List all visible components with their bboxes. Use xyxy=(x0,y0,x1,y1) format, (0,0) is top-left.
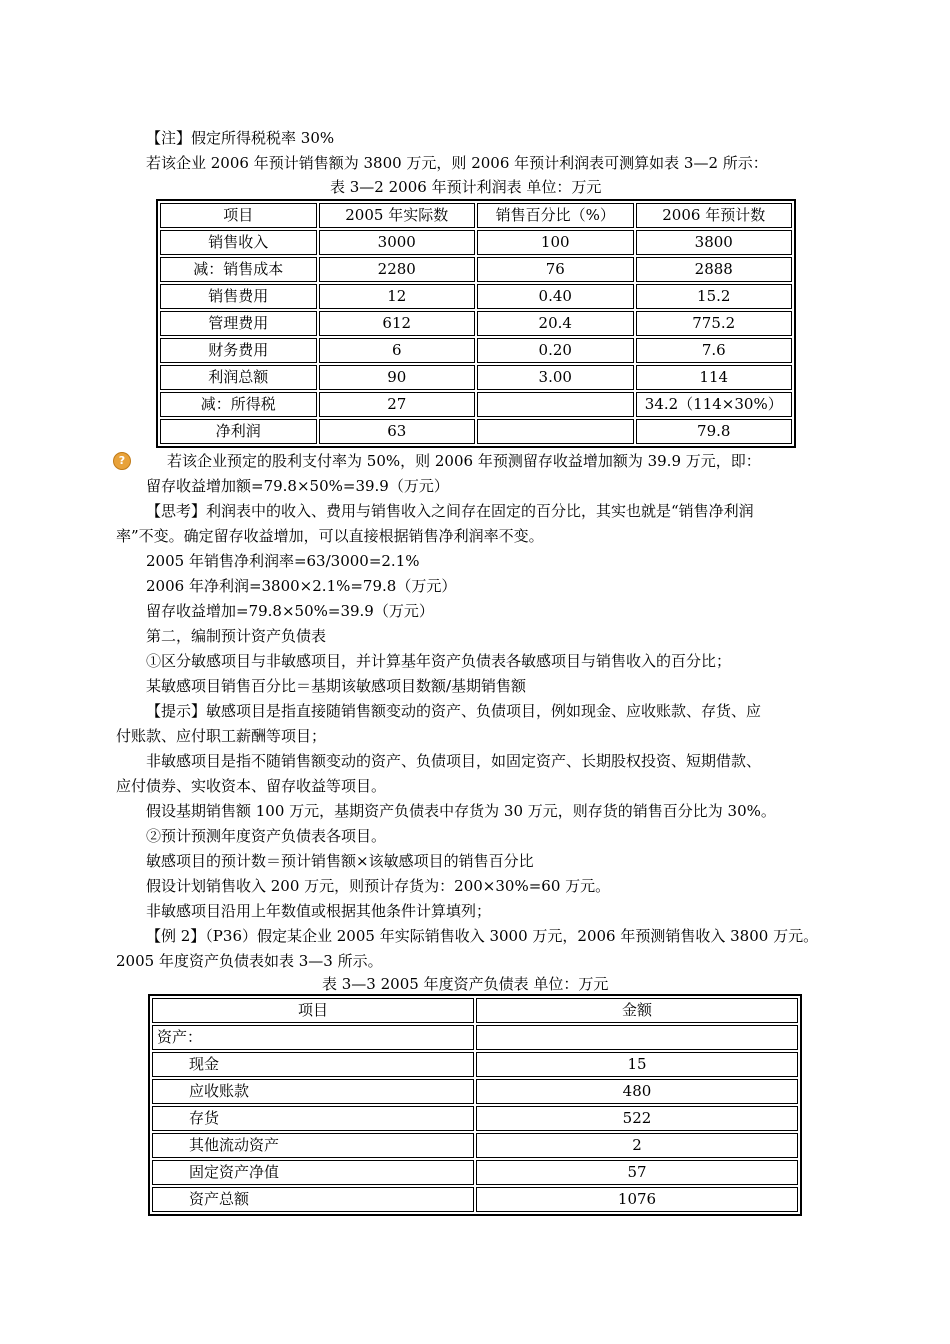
table-cell: 应收账款 xyxy=(152,1079,474,1104)
table-row xyxy=(160,257,792,282)
table-header-cell: 项目 xyxy=(152,998,474,1023)
table-cell: 0.20 xyxy=(477,338,634,363)
table-cell: 775.2 xyxy=(636,311,793,336)
hint-icon: ? xyxy=(113,452,131,470)
table-cell: 资产总额 xyxy=(152,1187,474,1212)
table-row xyxy=(160,284,792,309)
table-cell: 0.40 xyxy=(477,284,634,309)
table-cell: 90 xyxy=(319,365,476,390)
paragraph-line: 假设计划销售收入 200 万元，则预计存货为：200×30%=60 万元。 xyxy=(146,877,611,895)
paragraph-line: 应付债券、实收资本、留存收益等项目。 xyxy=(116,777,387,795)
table-cell: 现金 xyxy=(152,1052,474,1077)
paragraph-line: 第二，编制预计资产负债表 xyxy=(146,627,327,645)
table-row xyxy=(160,230,792,255)
table-cell: 20.4 xyxy=(477,311,634,336)
paragraph-line: 非敏感项目沿用上年数值或根据其他条件计算填列； xyxy=(146,902,492,920)
table-cell: 12 xyxy=(319,284,476,309)
table-cell: 3800 xyxy=(636,230,793,255)
table-cell: 7.6 xyxy=(636,338,793,363)
table-header-cell: 项目 xyxy=(160,203,317,228)
table-row xyxy=(152,1133,798,1158)
table-cell: 612 xyxy=(319,311,476,336)
table-header-cell: 2006 年预计数 xyxy=(636,203,793,228)
table-row xyxy=(160,338,792,363)
table33-caption: 表 3—3 2005 年度资产负债表 单位：万元 xyxy=(322,975,609,993)
table-header-cell: 金额 xyxy=(476,998,798,1023)
intro-table32-text: 若该企业 2006 年预计销售额为 3800 万元，则 2006 年预计利润表可测算如表 3—2 所示： xyxy=(146,154,768,172)
table-cell: 减：所得税 xyxy=(160,392,317,417)
table-cell: 100 xyxy=(477,230,634,255)
table-header-cell: 2005 年实际数 xyxy=(319,203,476,228)
paragraph-line: 留存收益增加=79.8×50%=39.9（万元） xyxy=(146,602,434,620)
table-cell: 财务费用 xyxy=(160,338,317,363)
paragraph-line: 假设基期销售额 100 万元，基期资产负债表中存货为 30 万元，则存货的销售百分比为 30%。 xyxy=(146,802,776,820)
paragraph-line: 【思考】利润表中的收入、费用与销售收入之间存在固定的百分比，其实也就是“销售净利润 xyxy=(146,502,754,520)
table-cell: 57 xyxy=(476,1160,798,1185)
balance-sheet-table xyxy=(148,994,802,1216)
paragraph-line: 某敏感项目销售百分比＝基期该敏感项目数额/基期销售额 xyxy=(146,677,527,695)
table-cell: 114 xyxy=(636,365,793,390)
table-cell: 76 xyxy=(477,257,634,282)
table-row xyxy=(160,392,792,417)
table-cell: 存货 xyxy=(152,1106,474,1131)
table32-caption: 表 3—2 2006 年预计利润表 单位：万元 xyxy=(330,178,602,196)
table-cell: 27 xyxy=(319,392,476,417)
table-cell: 63 xyxy=(319,419,476,444)
table-row xyxy=(152,1187,798,1212)
table-header-row xyxy=(160,203,792,228)
section-label-cell: 资产： xyxy=(152,1025,474,1050)
paragraph-line: 2005 年度资产负债表如表 3—3 所示。 xyxy=(116,952,383,970)
table-cell: 2 xyxy=(476,1133,798,1158)
paragraph-line: 非敏感项目是指不随销售额变动的资产、负债项目，如固定资产、长期股权投资、短期借款、 xyxy=(146,752,762,770)
table-cell: 34.2（114×30%） xyxy=(636,392,793,417)
table-header-cell: 销售百分比（%） xyxy=(477,203,634,228)
table-cell: 2888 xyxy=(636,257,793,282)
paragraph-line: 2005 年销售净利润率=63/3000=2.1% xyxy=(146,552,420,570)
table-row xyxy=(160,365,792,390)
table-row xyxy=(160,311,792,336)
profit-forecast-table xyxy=(156,199,796,448)
table-cell: 销售费用 xyxy=(160,284,317,309)
table-row xyxy=(152,1079,798,1104)
table-cell: 3.00 xyxy=(477,365,634,390)
table-row xyxy=(152,1052,798,1077)
table-cell: 480 xyxy=(476,1079,798,1104)
note-tax-rate: 【注】假定所得税税率 30% xyxy=(146,129,335,147)
table-row xyxy=(152,1106,798,1131)
table-cell: 固定资产净值 xyxy=(152,1160,474,1185)
table-cell: 79.8 xyxy=(636,419,793,444)
paragraph-line: 敏感项目的预计数＝预计销售额×该敏感项目的销售百分比 xyxy=(146,852,534,870)
table-cell: 3000 xyxy=(319,230,476,255)
table-cell xyxy=(477,392,634,417)
table-cell: 管理费用 xyxy=(160,311,317,336)
paragraph-line: 【提示】敏感项目是指直接随销售额变动的资产、负债项目，例如现金、应收账款、存货、应 xyxy=(146,702,762,720)
table-cell: 销售收入 xyxy=(160,230,317,255)
paragraph-line: 2006 年净利润=3800×2.1%=79.8（万元） xyxy=(146,577,457,595)
paragraph-line: 率”不变。确定留存收益增加，可以直接根据销售净利润率不变。 xyxy=(116,527,544,545)
paragraph-line: ②预计预测年度资产负债表各项目。 xyxy=(146,827,387,845)
paragraph-line: ①区分敏感项目与非敏感项目，并计算基年资产负债表各敏感项目与销售收入的百分比； xyxy=(146,652,732,670)
paragraph-line: 付账款、应付职工薪酬等项目； xyxy=(116,727,327,745)
table-cell xyxy=(476,1025,798,1050)
table-cell: 2280 xyxy=(319,257,476,282)
paragraph-line: 若该企业预定的股利支付率为 50%，则 2006 年预测留存收益增加额为 39.9 万元，即： xyxy=(167,452,761,470)
table-cell: 1076 xyxy=(476,1187,798,1212)
table-cell: 15 xyxy=(476,1052,798,1077)
table-header-row xyxy=(152,998,798,1023)
table-cell: 利润总额 xyxy=(160,365,317,390)
table-cell: 6 xyxy=(319,338,476,363)
table-row xyxy=(160,419,792,444)
paragraph-line: 【例 2】（P36）假定某企业 2005 年实际销售收入 3000 万元，2006 年预测销售收入 3800 万元。 xyxy=(146,927,819,945)
table-cell: 减：销售成本 xyxy=(160,257,317,282)
table-row xyxy=(152,1025,798,1050)
table-cell: 净利润 xyxy=(160,419,317,444)
table-cell: 522 xyxy=(476,1106,798,1131)
table-cell: 15.2 xyxy=(636,284,793,309)
table-cell xyxy=(477,419,634,444)
table-row xyxy=(152,1160,798,1185)
paragraph-line: 留存收益增加额=79.8×50%=39.9（万元） xyxy=(146,477,449,495)
table-cell: 其他流动资产 xyxy=(152,1133,474,1158)
